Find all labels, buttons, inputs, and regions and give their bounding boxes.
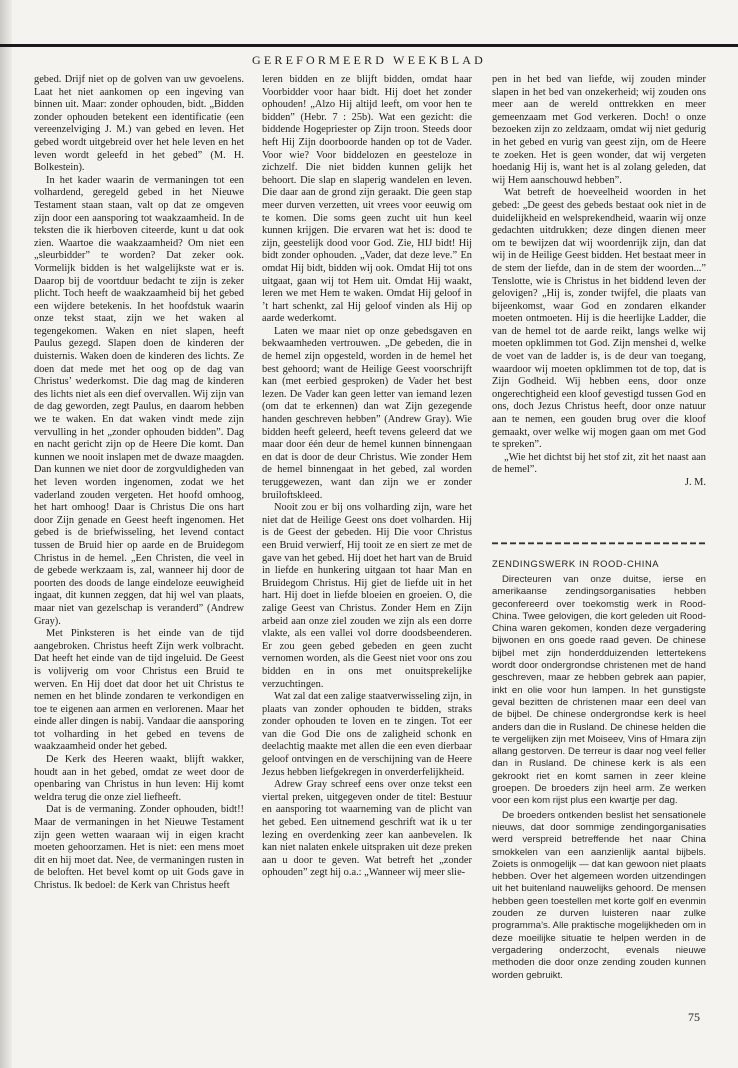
paragraph: De broeders ontkenden beslist het sensationele nieuws, dat door sommige zendingorganisaties werd verspreid betreffende het naar China smokkelen van een aanzienlijk aantal bijbels. Zoiets is onmogelijk — dat kan gewoon niet plaats hebben. Over het algemeen worden uitzendingen uit het buitenland nauwelijks gehoord. De mensen hebben geen toestellen met korte golf en evenmin zouden ze durven luisteren naar zulke programma’s. Alle praktische mogelijkheden om in deze moeilijke situatie te helpen werden in de vergadering onderzocht, evenals nieuwe methoden die door onze zending zouden kunnen worden gebruikt. — [492, 809, 706, 981]
paragraph: Adrew Gray schreef eens over onze tekst een viertal preken, uitgegeven onder de titel: Bestuur en aansporing tot waarneming van de plicht van het gebed. Een uitnemend geschrift wat ik u ter lezing en overdenking zeer kan aanbevelen. Ik kan niet nalaten enkele uitspraken uit deze preken aan u door te geven. Wat betreft het „zonder ophouden” zegt hij o.a.: „Wanneer wij meer slie- — [262, 779, 472, 879]
binding-edge — [0, 0, 12, 1068]
paragraph: Directeuren van onze duitse, ierse en amerikaanse zendingsorganisaties hebben geconfereerd over toekomstig werk in Rood-China. Twee gelovigen, die kort geleden uit Rood-China waren gekomen, konden deze vergadering bijwonen en ons goede raad geven. De chinese bijbel met zijn honderdduizenden lettertekens wordt door ondergrondse christenen met de hand geschreven, maar ze hebben gebrek aan papier, inkt en olie voor hun lampen. In het gunstigste geval bezitten de christenen maar een deel van de bijbel. De chinese ondergrondse kerk is heel anders dan die in Rusland. De chinese helden die te vergelijken zijn met Moiseev, Vins of Hmara zijn allang gestorven. De terreur is daar nog veel feller dan in Rusland. De chinese kerk is als een gekrookt riet en komt samen in zeer kleine groepen. De broeders zijn heel arm. Ze werken voor een kom rijst plus een kwartje per dag. — [492, 574, 706, 807]
column-2 — [262, 74, 472, 1024]
section-title: ZENDINGSWERK IN ROOD-CHINA — [492, 558, 660, 569]
paragraph: De Kerk des Heeren waakt, blijft wakker, houdt aan in het gebed, omdat ze weet door de openbaring van Christus in hun leven: Hij komt weldra terug die onze ziel liefheeft. — [34, 754, 244, 803]
paragraph: pen in het bed van liefde, wij zouden minder slapen in het bed van onzekerheid; wij zouden ons meer aan de wereld onttrekken en meer gemeenzaam met God verkeren. Doch! o onze bezoeken zijn zo zeldzaam, omdat wij niet gedurig in het gebed en vurig van geest zijn, om de Heere te zoeken. Het is geen wonder, dat wij vergeten hoedanig Hij is, want het is al zolang geleden, dat wij Hem aanschouwd hebben”. — [492, 74, 706, 186]
top-rule — [0, 44, 738, 47]
paragraph: Nooit zou er bij ons volharding zijn, ware het niet dat de Heilige Geest ons doet volharden. Hij is de Geest der gebeden. Hij Die voor Christus een Bruid verwierf, Hij tooit ze en siert ze met de gave van het gebed. Hij doet het hart van de Bruid in liefde en hunkering uitgaan tot haar Man en Bruidegom Christus. Hij giet de liefde uit in het hart. Hij doet in liefde bloeien en groeien. O, die zalige Geest van Christus. Zonder Hem en Zijn arbeid aan onze ziel zouden we zijn als een dorre vlakte, als een vallei vol dorre doodsbeenderen. Er zou geen gebed gebeden en geen zucht vernomen worden, als die Geest niet voor ons zou bidden en in ons met onuitsprekelijke verzuchtingen. — [262, 502, 472, 690]
paragraph: Dat is de vermaning. Zonder ophouden, bidt!! Maar de vermaningen in het Nieuwe Testament zijn geen wetten waaraan wij in eigen kracht moeten gehoorzamen. Het is niet: een mens moet dit en hij moet dat. Nee, de vermaningen rusten in de beloften. Het bevel komt op uit Gods gave in Christus. Ik bedoel: de Kerk van Christus heeft — [34, 804, 244, 891]
section-body — [492, 574, 706, 994]
paragraph: leren bidden en ze blijft bidden, omdat haar Voorbidder voor haar bidt. Hij doet het zonder ophouden! „Alzo Hij altijd leeft, om voor hen te bidden” (Hebr. 7 : 25b). Wat een gezicht: die biddende Hogepriester op Zijn troon. Steeds door heft Hij Zijn doorboorde handen op tot de Vader. Voor wie? Voor biddelozen en geesteloze in zichzelf. Die niet bidden kunnen gelijk het behoort. Die slap en slaperig wandelen en leven. Die daar aan de grond zijn geraakt. Die geen stap meer durven verzetten, uit vrees voor eeuwig om te komen. Die soms geen zucht uit hun keel kunnen krijgen. Die ervaren wat het is: dood te zijn, geestelijk dood voor God. Zie, HIJ bidt! Hij bidt zonder ophouden. „Vader, dat deze leve.” En omdat Hij bidt, bidden wij ook. Omdat Hij tot ons uitgaat, gaan wij tot Hem uit. Omdat Hij waakt, leren we met Hem te waken. Omdat Hij geloof in ’t hart schenkt, zal Hij geloof vinden als Hij op aarde wederkomt. — [262, 74, 472, 325]
paragraph: Met Pinksteren is het einde van de tijd aangebroken. Christus heeft Zijn werk volbracht. Dat heeft het einde van de tijd ingeluid. De Geest is volijverig om voor Christus een Bruid te werven. En Hij doet dat door het uit Christus te nemen en het blinde zondaren te verkondigen en toe te eigenen aan armen en verlorenen. Maar het einde aller dingen is nabij. Vandaar die aansporing tot volharding in het gebed en tevens de waakzaamheid onder het gebed. — [34, 628, 244, 753]
paragraph: Wat zal dat een zalige staatverwisseling zijn, in plaats van zonder ophouden te bidden, straks zonder ophouden te loven en te zingen. Tot eer van die God Die ons de zaligheid schonk en deelachtig maakte met allen die een even dierbaar geloof ontvingen en de verschijning van de Heere Jezus hebben liefgekregen in onverderfelijkheid. — [262, 691, 472, 778]
paragraph: „Wie het dichtst bij het stof zit, zit het naast aan de hemel”. — [492, 451, 706, 476]
paragraph: Laten we maar niet op onze gebedsgaven en bekwaamheden vertrouwen. „De gebeden, die in de hemel zijn opgesteld, worden in de hemel het best gehoord; want de Heilige Geest voorschrijft kan (met eerbied gesproken) de Vader het best lezen. De Vader kan geen letter van iemand lezen (om dat te erkennen) dan wat Zijn gezegende handen geschreven hebben” (Andrew Gray). Wie bidden heeft geleerd, heeft tevens geleerd dat we maar door één deur de hemel kunnen binnengaan en dat is door de deur Christus. Wie zonder Hem de hemel binnengaat in het gebed, zal worden teruggewezen, want dan zijn we er zonder bruiloftskleed. — [262, 325, 472, 501]
page-number: 75 — [688, 1010, 700, 1024]
paragraph: In het kader waarin de vermaningen tot een volhardend, geregeld gebed in het Nieuwe Testament staan staan, valt op dat ze omgeven zijn door een aansporing tot waakzaamheid. In de teksten die ik hierboven citeerde, kunt u dat ook zien. Waartoe die waakzaamheid? Om niet een „sleurbidder” te worden? Dat zeker ook. Vormelijk bidden is het walgelijkste wat er is. Daarop bij de voortduur bedacht te zijn is zeker plicht. Toch heeft de waakzaamheid bij het gebed een wijdere betekenis. In het hoofdstuk waarin onze tekst staat, zijn we het waken al tegengekomen. Waken en niet slapen, heeft Paulus gezegd. Slapen doen de kinderen der duisternis. Waken doen de kinderen des lichts. Ze doen dat mede met het oog op de dag van Christus’ wederkomst. Die dag mag de kinderen des lichts niet als een dief overvallen. Wij zijn van de dag geworden, zegt Paulus, en daarom hebben we te waken. En dat waken vindt mede zijn vervulling in het „zonder ophouden bidden”. Dag en nacht gericht zijn op de Heere Die komt. Dan kunnen we nooit inslapen met de dwaze maagden. Dan kunnen we niet door de zorgvuldigheden van het leven worden ingenomen, zodat we het vaderland zouden vergeten. Het hoofd omhoog, het hart omhoog! Daar is Christus Die ons hart door Zijn genade en Geest heeft ingenomen. Het gebed is de briefwisseling, het levend contact tussen de Bruid hier op aarde en de Bruidegom Christus in de hemel. „Een Christen, die veel in de gebede werkzaam is, zal, wanneer hij door de poorten des doods de lange eindeloze eeuwigheid ingaat, dit kunnen zeggen, dat hij wel van plaats, maar niet van gezelschap is veranderd” (Andrew Gray). — [34, 174, 244, 627]
column-3 — [492, 74, 706, 594]
paragraph: gebed. Drijf niet op de golven van uw gevoelens. Laat het niet aankomen op een ingeving van binnen uit. Maar: zonder ophouden, bidt. „Bidden zonder ophouden betekent een identificatie (een vereenzelviging J. M.) van gebed en leven. Het gebed wordt uitgebreid over het hele leven en het leven wordt geleefd in het gebed” (M. H. Bolkestein). — [34, 74, 244, 174]
column-1 — [34, 74, 244, 1014]
author-signature: J. M. — [684, 477, 706, 488]
page-header: GEREFORMEERD WEEKBLAD — [252, 53, 486, 67]
paragraph: Wat betreft de hoeveelheid woorden in het gebed: „De geest des gebeds bestaat ook niet in de duidelijkheid en welsprekendheid, waarin wij onze gedachten uitdrukken; deze dingen dienen meer om te bewijzen dat wij woordenrijk zijn, dan dat wij in de Heilige Geest bidden. Het bestaat meer in de stem der liefde, dan in de stem der woorden...” Tenslotte, wie is Christus in het biddend leven der gelovigen? „Hij is, zonder twijfel, die plaats van bijeenkomst, waar God en zondaren elkander moeten ontmoeten. Hij is die heerlijke Ladder, die van de hemel tot de aarde reikt, langs welke wij moeten opklimmen tot God. Zijn menshei d, welke de voet van de ladder is, is de deur van toegang, waardoor wij moeten opklimmen tot de top, dat is Zijn Godheid. Wij hebben eens, door onze ongerechtigheid een kloof gevestigd tussen God en ons, doch Jezus Christus heeft, door onze natuur aan te nemen, een gouden brug over die kloof gemaakt, over welke wij mogen gaan om met God te spreken”. — [492, 187, 706, 451]
